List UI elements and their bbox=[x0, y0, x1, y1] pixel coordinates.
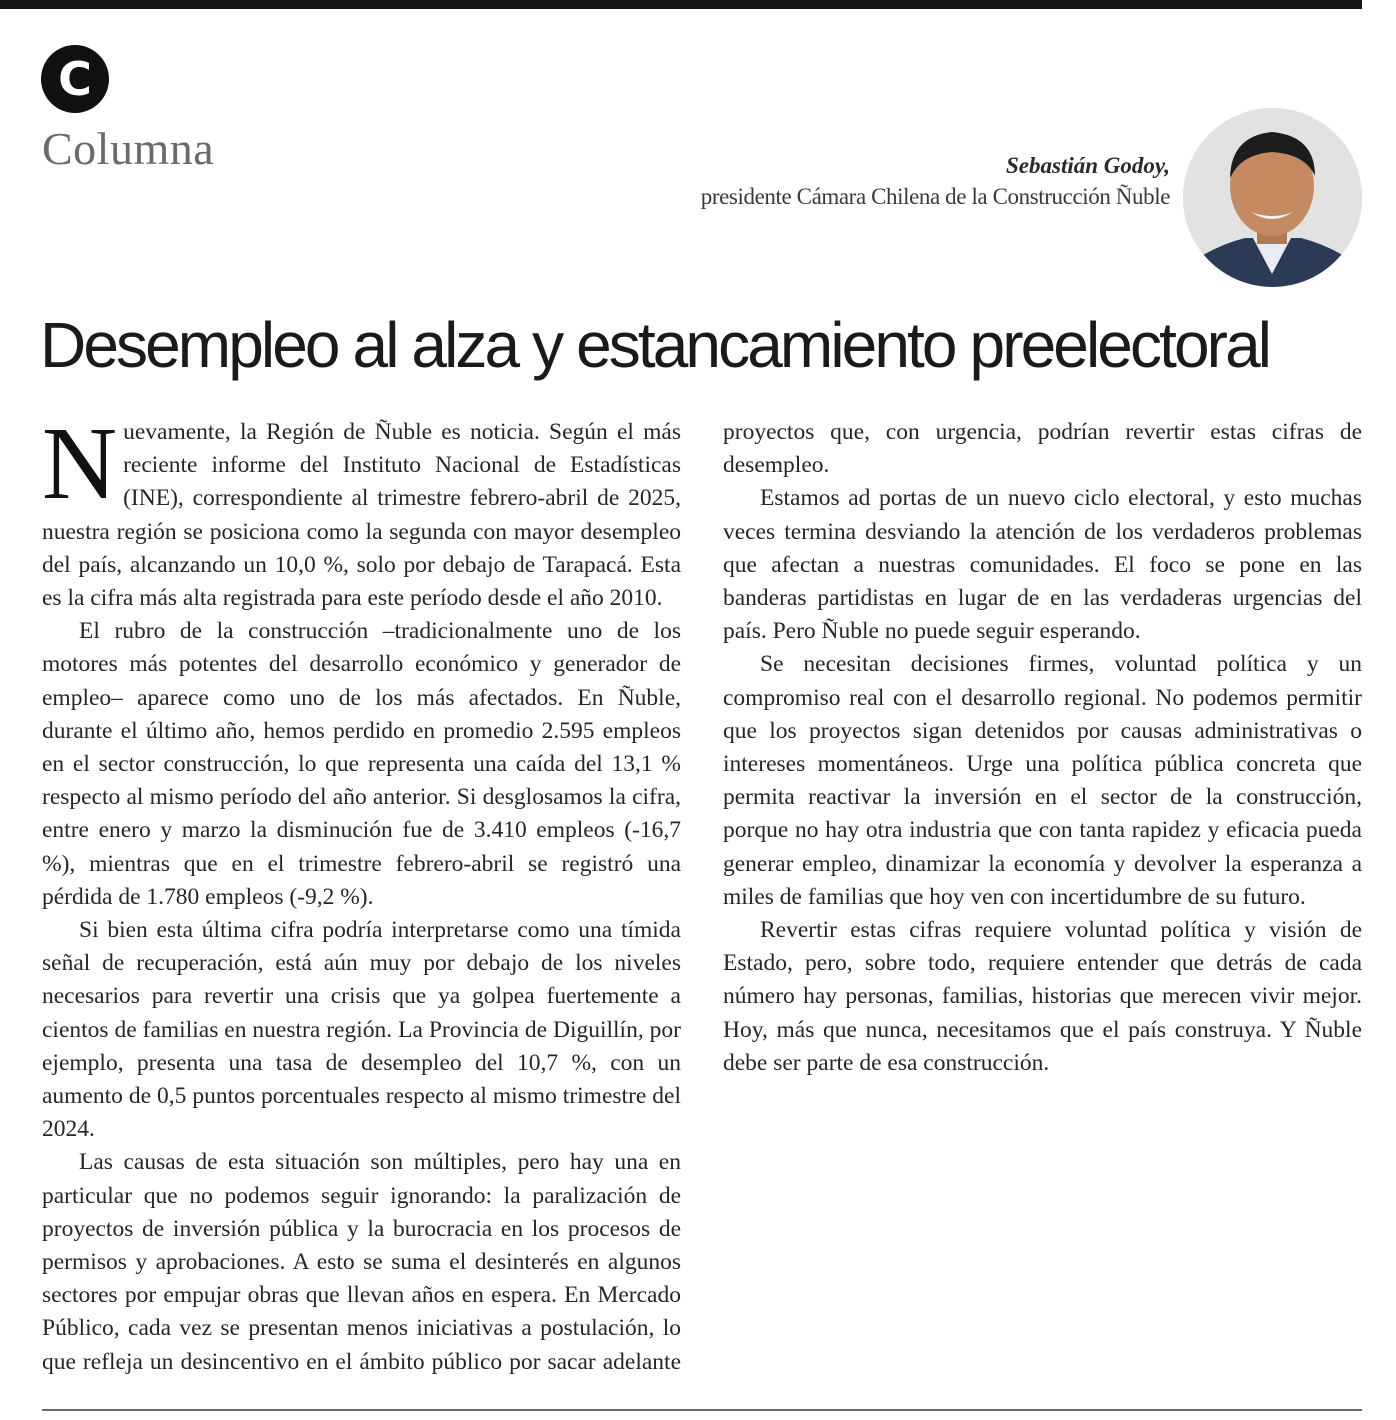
paragraph: Se necesitan decisiones firmes, voluntad política y un compromiso real con el desarrollo regional. No podemos permitir que los proyectos sigan detenidos por causas administrativas o intereses momentáneos. Urge una política pública concreta que permita reactivar la inversión en el sector de la construcción, porque no hay otra industria que con tanta rapidez y eficacia pueda generar empleo, dinamizar la economía y devolver la esperanza a miles de familias que hoy ven con incertidumbre de su futuro. bbox=[723, 651, 1362, 910]
paragraph: Revertir estas cifras requiere voluntad política y visión de Estado, pero, sobre todo, requiere entender que detrás de cada número hay personas, familias, historias que merecen vivir mejor. Hoy, más que nunca, necesitamos que el país construya. Y Ñuble debe ser parte de esa construcción. bbox=[723, 917, 1362, 1076]
bottom-rule bbox=[42, 1409, 1362, 1411]
headline: Desempleo al alza y estancamiento preelectoral bbox=[40, 309, 1270, 381]
byline bbox=[701, 150, 1170, 213]
section-badge: C bbox=[41, 45, 109, 113]
section-label: Columna bbox=[42, 123, 215, 174]
top-rule bbox=[0, 0, 1362, 9]
author-role: presidente Cámara Chilena de la Construcción Ñuble bbox=[700, 184, 1170, 209]
paragraph: Estamos ad portas de un nuevo ciclo electoral, y esto muchas veces termina desviando la atención de los verdaderos problemas que afectan a nuestras comunidades. El foco se pone en las banderas partidistas en lugar de en las verdaderas urgencias del país. Pero Ñuble no puede seguir esperando. bbox=[723, 485, 1362, 645]
article-body bbox=[42, 406, 1362, 1384]
paragraph: Las causas de esta situación son múltiples, pero hay una en particular que no podemos seguir ignorando: la paralización de proyectos de inversión pública y la burocracia en los procesos de permisos y aprobaciones. A esto se suma el desinterés en algunos sectores por empujar obras que llevan años en espera. En Mercado Público, cada vez se presentan menos iniciativas a postulación, lo que refleja un desincentivo en el ámbito público por sacar adelante proyectos que, con urgencia, podrían revertir estas cifras de desempleo. bbox=[42, 419, 1362, 1375]
drop-cap: N bbox=[42, 406, 118, 521]
author-name: Sebastián Godoy, bbox=[1006, 153, 1170, 178]
paragraph: Si bien esta última cifra podría interpretarse como una tímida señal de recuperación, está aún muy por debajo de los niveles necesarios para revertir una crisis que ya golpea fuertemente a cientos de familias en nuestra región. La Provincia de Diguillín, por ejemplo, presenta una tasa de desempleo del 10,7 %, con un aumento de 0,5 puntos porcentuales respecto al mismo trimestre del 2024. bbox=[42, 917, 681, 1143]
author-photo bbox=[1183, 108, 1362, 287]
paragraph: El rubro de la construcción –tradicionalmente uno de los motores más potentes del desarrollo económico y generador de empleo– aparece como uno de los más afectados. En Ñuble, durante el último año, hemos perdido en promedio 2.595 empleos en el sector construcción, lo que representa una caída del 13,1 % respecto al mismo período del año anterior. Si desglosamos la cifra, entre enero y marzo la disminución fue de 3.410 empleos (-16,7 %), mientras que en el trimestre febrero-abril se registró una pérdida de 1.780 empleos (-9,2 %). bbox=[42, 618, 681, 910]
lead-paragraph bbox=[42, 406, 681, 615]
lead-text: uevamente, la Región de Ñuble es noticia. Según el más reciente informe del Instituto Nacional de Estadísticas (INE), correspondiente al trimestre febrero-abril de 2025, nuestra región se posiciona como la segunda con mayor desempleo del país, alcanzando un 10,0 %, solo por debajo de Tarapacá. Esta es la cifra más alta registrada para este período desde el año 2010. bbox=[42, 419, 681, 612]
